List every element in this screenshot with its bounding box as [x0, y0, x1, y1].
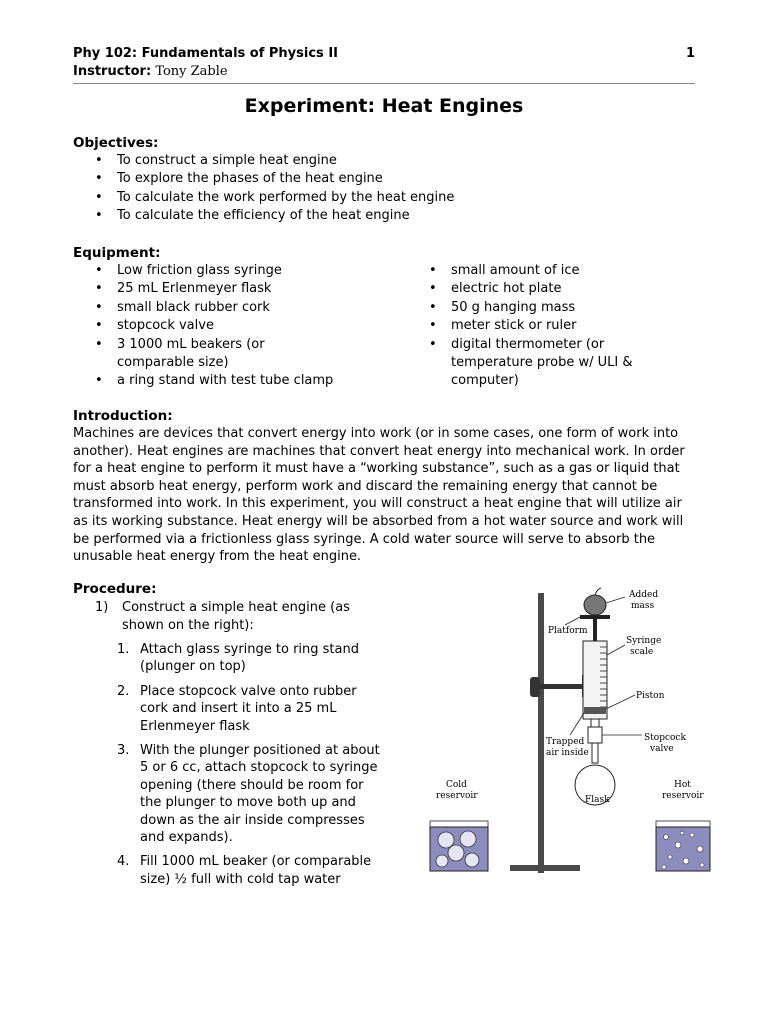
label-syringe-scale-1: Syringe	[626, 636, 662, 646]
mass-stem	[595, 588, 601, 595]
platform	[580, 615, 610, 619]
list-item	[117, 641, 387, 676]
label-trapped-1: Trapped	[546, 737, 585, 747]
list-item	[117, 683, 387, 735]
substep-text: With the plunger positioned at about 5 or 6 cc, attach stopcock to syringe opening (there should be room for the plunger to move both up and down as the air inside compresses and expands).	[140, 743, 380, 846]
clamp-arm	[540, 684, 585, 689]
procedure-substeps	[117, 641, 387, 888]
label-cold-1: Cold	[446, 780, 467, 790]
label-stopcock-2: valve	[650, 744, 674, 754]
substep-number: 3.	[117, 743, 130, 759]
list-item: • To explore the phases of the heat engine	[92, 170, 692, 188]
objectives-list	[92, 152, 692, 226]
list-item: • To calculate the efficiency of the heat engine	[92, 207, 692, 225]
course-title: Phy 102: Fundamentals of Physics II	[73, 46, 338, 61]
list-item: • a ring stand with test tube clamp	[92, 372, 392, 390]
label-hot-1: Hot	[674, 780, 691, 790]
document-title: Experiment: Heat Engines	[244, 95, 524, 117]
label-trapped-2: air inside	[546, 748, 589, 758]
label-flask: Flask	[585, 795, 610, 805]
list-item: • 3 1000 mL beakers (or comparable size)	[92, 336, 307, 373]
plunger-rod	[593, 619, 597, 641]
label-piston: Piston	[636, 691, 665, 701]
equipment-list-left	[92, 262, 392, 391]
ring-stand-base	[510, 865, 580, 871]
substep-text: Place stopcock valve onto rubber cork and insert it into a 25 mL Erlenmeyer flask	[140, 683, 357, 734]
piston	[584, 707, 606, 714]
list-item: • 25 mL Erlenmeyer flask	[92, 280, 392, 298]
list-item: • small amount of ice	[426, 262, 686, 280]
list-item: • To construct a simple heat engine	[92, 152, 692, 170]
instructor-line	[73, 63, 695, 81]
substep-number: 2.	[117, 683, 130, 699]
equipment-heading: Equipment:	[73, 245, 161, 261]
objectives-heading: Objectives:	[73, 135, 159, 151]
heat-engine-diagram	[420, 585, 720, 885]
stopcock-valve	[588, 727, 602, 743]
list-item: • stopcock valve	[92, 317, 392, 335]
substep-text: Attach glass syringe to ring stand (plunger on top)	[140, 642, 359, 675]
label-syringe-scale-2: scale	[630, 647, 654, 657]
label-added-mass-2: mass	[631, 601, 655, 611]
label-platform: Platform	[548, 626, 588, 636]
label-cold-2: reservoir	[436, 791, 478, 801]
label-stopcock-1: Stopcock	[644, 733, 686, 743]
clamp-knob	[530, 677, 540, 697]
substep-text: Fill 1000 mL beaker (or comparable size) ½ full with cold tap water	[140, 854, 372, 887]
procedure-heading: Procedure:	[73, 581, 157, 597]
equipment-list-right	[426, 262, 686, 391]
list-item: • 50 g hanging mass	[426, 299, 686, 317]
added-mass-icon	[584, 595, 606, 615]
header-divider	[73, 83, 695, 84]
step-text: Construct a simple heat engine (as shown on the right):	[122, 600, 350, 633]
list-item: • To calculate the work performed by the heat engine	[92, 189, 692, 207]
page-number: 1	[685, 46, 695, 61]
flask-neck	[592, 743, 598, 763]
introduction-text: Machines are devices that convert energy into work (or in some cases, one form of work into another). Heat engines are machines that convert heat energy into mechanical work. In order for a heat engine to perform it must have a “working substance”, such as a gas or liquid that must absorb heat energy, perform work and discard the remaining energy that cannot be transformed into work. In this experiment, you will construct a heat engine that will utilize air as its working substance. Heat energy will be absorbed from a hot water source and work will be performed via a frictionless glass syringe. A cold water source will serve to absorb the unusable heat energy from the heat engine.	[73, 426, 685, 565]
label-hot-2: reservoir	[662, 791, 704, 801]
syringe-tip	[591, 719, 599, 727]
substep-number: 1.	[117, 642, 130, 657]
substep-number: 4.	[117, 854, 130, 870]
page-header	[73, 45, 695, 81]
cold-reservoir-beaker	[430, 821, 488, 871]
instructor-label: Instructor:	[73, 64, 152, 79]
list-item: • small black rubber cork	[92, 299, 392, 317]
instructor-name: Tony Zable	[155, 64, 228, 79]
list-item	[117, 742, 387, 846]
list-item: • digital thermometer (or temperature probe w/ ULI & computer)	[426, 336, 666, 391]
step-number: 1)	[95, 600, 109, 615]
list-item	[117, 853, 387, 888]
label-added-mass-1: Added	[629, 590, 659, 600]
list-item: • electric hot plate	[426, 280, 686, 298]
ring-stand-rod	[538, 593, 544, 873]
hot-reservoir-beaker	[656, 821, 710, 871]
list-item: • Low friction glass syringe	[92, 262, 392, 280]
procedure-step-1	[95, 599, 385, 634]
introduction-heading: Introduction:	[73, 408, 173, 424]
list-item: • meter stick or ruler	[426, 317, 686, 335]
